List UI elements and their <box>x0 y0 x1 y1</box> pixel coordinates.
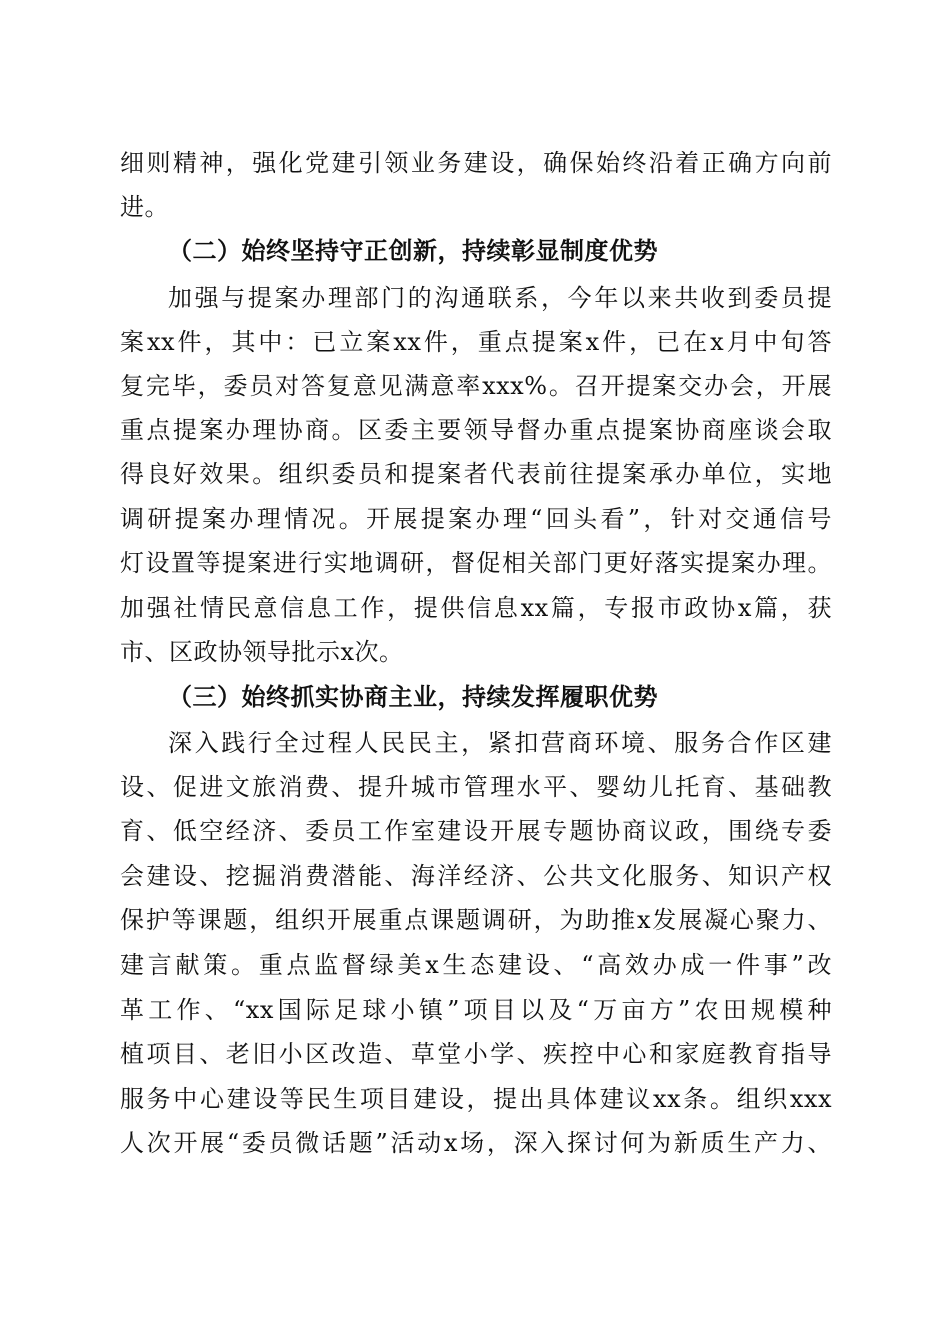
body-text-line: 细则精神，强化党建引领业务建设，确保始终沿着正确方向前 <box>120 149 832 177</box>
body-text-line: 革工作、“xx国际足球小镇”项目以及“万亩方”农田规模种 <box>120 996 832 1024</box>
body-text-line: 加强与提案办理部门的沟通联系，今年以来共收到委员提 <box>168 284 832 312</box>
body-text-line: 植项目、老旧小区改造、草堂小学、疾控中心和家庭教育指导 <box>120 1040 832 1068</box>
body-text-line: 进。 <box>120 193 169 221</box>
body-text-line: 人次开展“委员微话题”活动x场，深入探讨何为新质生产力、 <box>120 1129 832 1157</box>
body-text-line: 加强社情民意信息工作，提供信息xx篇，专报市政协x篇，获 <box>120 594 832 622</box>
body-text-line: 复完毕，委员对答复意见满意率xxx%。召开提案交办会，开展 <box>120 372 832 400</box>
body-text-line: 灯设置等提案进行实地调研，督促相关部门更好落实提案办理。 <box>120 549 832 577</box>
body-text-line: 得良好效果。组织委员和提案者代表前往提案承办单位，实地 <box>120 460 832 488</box>
body-text-line: 会建设、挖掘消费潜能、海洋经济、公共文化服务、知识产权 <box>120 862 832 890</box>
body-text-line: 重点提案办理协商。区委主要领导督办重点提案协商座谈会取 <box>120 416 832 444</box>
body-text-line: 建言献策。重点监督绿美x生态建设、“高效办成一件事”改 <box>120 951 832 979</box>
body-text-line: 案xx件，其中：已立案xx件，重点提案x件，已在x月中旬答 <box>120 328 832 356</box>
body-text-line: 市、区政协领导批示x次。 <box>120 638 404 666</box>
body-text-line: 深入践行全过程人民民主，紧扣营商环境、服务合作区建 <box>168 729 832 757</box>
section-heading-3: （三）始终抓实协商主业，持续发挥履职优势 <box>168 682 658 711</box>
body-text-line: 服务中心建设等民生项目建设，提出具体建议xx条。组织xxx <box>120 1085 832 1113</box>
body-text-line: 设、促进文旅消费、提升城市管理水平、婴幼儿托育、基础教 <box>120 773 832 801</box>
body-text-line: 育、低空经济、委员工作室建设开展专题协商议政，围绕专委 <box>120 817 832 845</box>
body-text-line: 保护等课题，组织开展重点课题调研，为助推x发展凝心聚力、 <box>120 906 832 934</box>
body-text-line: 调研提案办理情况。开展提案办理“回头看”，针对交通信号 <box>120 505 832 533</box>
section-heading-2: （二）始终坚持守正创新，持续彰显制度优势 <box>168 236 658 265</box>
